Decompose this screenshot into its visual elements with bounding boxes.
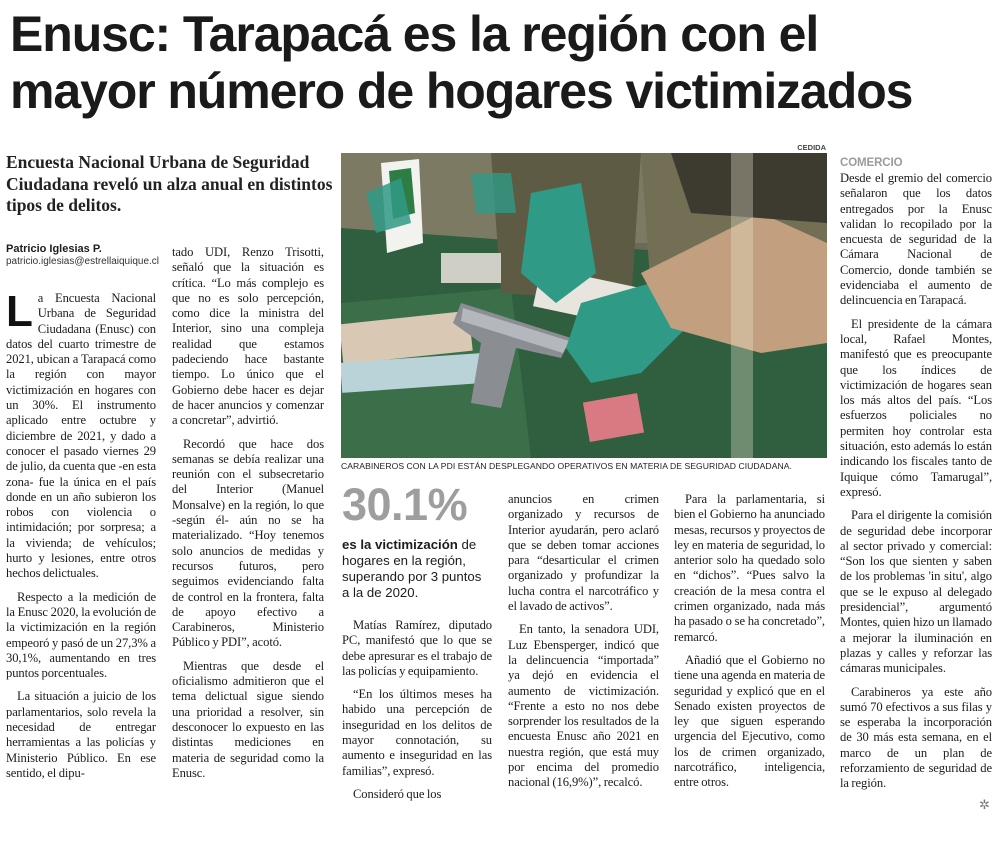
author-email: patricio.iglesias@estrellaiquique.cl [6,256,160,267]
byline [6,243,166,268]
pullquote-number: 30.1% [342,479,468,530]
author-name: Patricio Iglesias P. [6,243,102,255]
paragraph-text: a Encuesta Nacional Urbana de Seguridad Ciudadana (Enusc) con datos del cuarto trimestre de 2021, ubican a Tarapacá como la región con mayor victimización en hogares con un 30%. El instrumento aplicado entre octubre y diciembre de 2021, y dado a conocer el pasado viernes 29 de julio, da cuenta que -en esta zona- fue la única en el país donde en un año subieron los robos con violencia o intimidación; por sorpresa; a la vivienda; de vehículos; hurto y lesiones, entre otros hechos delictuales. [6,291,156,581]
paragraph: Desde el gremio del comercio señalaron que los datos entregados por la Enusc validan lo recopilado por la encuesta de seguridad de la Cámara Nacional de Comercio, donde también se evidenciaba el aumento de delincuencia en Tarapacá. [840,171,992,308]
photo-caption: CARABINEROS CON LA PDI ESTÁN DESPLEGANDO OPERATIVOS EN MATERIA DE SEGURIDAD CIUDADANA. [341,461,792,471]
end-mark-icon: ✲ [979,797,990,812]
photo-credit: CEDIDA [797,143,826,152]
pullquote-text [342,537,492,601]
column-3 [342,618,492,802]
deck: Encuesta Nacional Urbana de Seguridad Ciudadana reveló un alza anual en distintos tipos de delitos. [6,152,333,215]
column-1 [6,287,156,781]
paragraph: El presidente de la cámara local, Rafael Montes, manifestó que es preocupante que los índices de victimización de hogares sean los más altos del país. “Los esfuerzos policiales no permiten hoy controlar esta situación, esto además lo están indicando los fiscales tanto de Iquique cómo Tamarugal”, expresó. [840,316,992,499]
photo-illustration [341,153,827,458]
column-5 [674,492,825,791]
column-2 [172,245,324,781]
headline [10,6,995,120]
column-4 [508,492,659,791]
paragraph: Respecto a la medición de la Enusc 2020, la evolución de la victimización en la región empeoró y pasó de un 27,3% a 30,1%, aumentando en tres puntos porcentuales. [6,589,156,681]
headline-line-1: Enusc: Tarapacá es la región con el [10,6,819,62]
pullquote-bold: es la victimización [342,537,458,552]
paragraph: “En los últimos meses ha habido una percepción de inseguridad en los delitos de mayor connotación, su aumento e inseguridad en las familias”, expresó. [342,687,492,778]
paragraph: anuncios en crimen organizado y recursos de Interior ayudarán, pero aclaró que se deben tomar acciones para “desarticular el crimen organizado y profundizar la lucha contra el narcotráfico y el lavado de activos”. [508,492,659,614]
paragraph: Para la parlamentaria, si bien el Gobierno ha anunciado mesas, recursos y proyectos de ley en materia de seguridad, lo anterior solo ha quedado solo en “dichos”. “Pues salvo la creación de la mesa contra el crimen organizado, nada más ha pasado o se ha concretado”, remarcó. [674,492,825,644]
pullquote-rest: de hogares en la región, superando por 3 puntos a la de 2020. [342,537,482,600]
paragraph: Carabineros ya este año sumó 70 efectivos a sus filas y se esperaba la incorporación de 30 más esta semana, en el marco de un plan de reforzamiento de seguridad de la región. [840,684,992,791]
paragraph: En tanto, la senadora UDI, Luz Ebensperger, indicó que la delincuencia “importada” ya dejó en evidencia el aumento de victimización. “Frente a esto no nos debe sorprender los resultados de la encuesta Enusc año 2021 en nuestra región, que está muy por encima del promedio nacional (16,9%)”, recalcó. [508,622,659,790]
paragraph: Añadió que el Gobierno no tiene una agenda en materia de seguridad y explicó que en el Senado existen proyectos de ley que siguen esperando urgencia del Ejecutivo, como los de crimen organizado, narcotráfico, inteligencia, entre otros. [674,652,825,790]
paragraph: Consideró que los [353,786,442,801]
column-6 [840,156,992,792]
paragraph [6,287,156,582]
drop-cap: L [6,287,33,336]
section-label: COMERCIO [840,157,903,169]
paragraph: Matías Ramírez, diputado PC, manifestó que lo que se debe apresurar es el trabajo de las policías y equipamiento. [342,618,492,678]
paragraph: Para el dirigente la comisión de seguridad debe incorporar al sector privado y comercial: “Son los que sienten y saben de los problemas 'in situ', algo que se le expuso al delegado presidencial”, argumentó Montes, quien hizo un llamado a mejorar la iluminación en plazas y calles y reforzar las cámaras municipales. [840,508,992,676]
paragraph: La situación a juicio de los parlamentarios, solo revela la necesidad de entregar herramientas a las policías y Ministerio Público. En ese sentido, el dipu- [6,689,156,780]
paragraph: Recordó que hace dos semanas se debía realizar una reunión con el subsecretario del Interior (Manuel Monsalve) en la región, lo que -según él- aún no se ha materializado. “Hoy tenemos solo anuncios de medidas y recursos futuros, pero seguimos evidenciando falta de control en la frontera, falta de apoyo efectivo a Carabineros, Ministerio Público y PDI”, acotó. [172,436,324,650]
headline-line-2: mayor número de hogares victimizados [10,63,913,119]
news-photo [341,153,827,458]
paragraph: Mientras que desde el oficialismo admitieron que el tema delictual sigue siendo una prioridad a resolver, sin desconocer lo expuesto en las distintas mediciones en materia de seguridad como la Enusc. [172,658,324,780]
paragraph: tado UDI, Renzo Trisotti, señaló que la situación es crítica. “Lo más complejo es que no es solo percepción, como dice la ministra del Interior, sino una compleja realidad que estamos padeciendo hace bastante tiempo. Lo único que el Gobierno debe hacer es dejar de hacer anuncios y comenzar a concretar”, advirtió. [172,245,324,428]
